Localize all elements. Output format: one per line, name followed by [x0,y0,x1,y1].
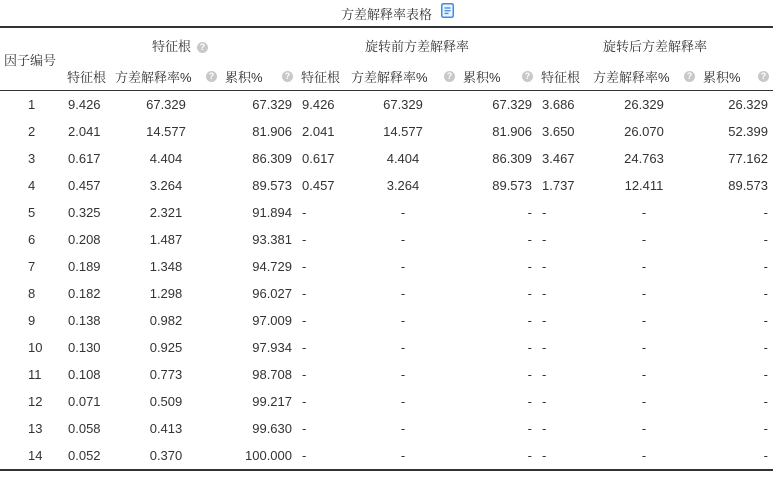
value-cell: - [527,205,532,220]
column-header: 特征根 [63,62,111,91]
value-cell: 97.934 [252,340,292,355]
value-cell: - [542,394,547,409]
column-header: 累积% ? [459,62,537,91]
value-cell: - [641,421,647,436]
value-cell: 91.894 [252,205,292,220]
value-cell: 94.729 [252,259,292,274]
column-header: 方差解释率% ? [111,62,221,91]
value-cell: - [527,259,532,274]
value-cell: 0.208 [68,232,101,247]
header-group-row [0,27,773,62]
value-cell: - [302,232,307,247]
value-cell: 0.058 [68,421,101,436]
value-cell: 52.399 [728,124,768,139]
table-row [0,199,773,226]
value-cell: 12.411 [624,178,664,193]
value-cell: 9.426 [68,97,101,112]
value-cell: 14.577 [383,124,423,139]
help-icon[interactable]: ? [684,71,695,82]
value-cell: - [763,232,768,247]
value-cell: 89.573 [252,178,292,193]
table-body [0,91,773,471]
value-cell: - [400,421,406,436]
value-cell: - [641,340,647,355]
value-cell: 26.070 [624,124,664,139]
table-row [0,334,773,361]
value-cell: - [302,421,307,436]
factor-number-cell: 2 [28,124,36,139]
value-cell: 3.650 [542,124,575,139]
value-cell: 1.737 [542,178,575,193]
value-cell: 26.329 [624,97,664,112]
value-cell: - [641,286,647,301]
value-cell: - [400,259,406,274]
value-cell: - [763,367,768,382]
value-cell: 0.457 [68,178,101,193]
value-cell: 4.404 [386,151,420,166]
help-icon[interactable]: ? [282,71,293,82]
value-cell: - [527,286,532,301]
table-row [0,280,773,307]
group-header-label: 特征根 [151,38,191,54]
value-cell: - [589,442,699,470]
factor-number-cell: 4 [28,178,36,193]
value-cell: 99.630 [252,421,292,436]
value-cell: - [527,367,532,382]
value-cell: - [302,313,307,328]
header-column-row [0,62,773,91]
help-icon[interactable]: ? [206,71,217,82]
factor-number-cell: 11 [28,367,42,382]
value-cell: 67.329 [146,97,186,112]
value-cell: 0.982 [149,313,183,328]
value-cell: - [542,313,547,328]
value-cell: - [527,232,532,247]
value-cell: - [537,442,589,470]
value-cell: - [302,205,307,220]
column-header: 方差解释率% ? [589,62,699,91]
value-cell: 77.162 [728,151,768,166]
value-cell: 86.309 [492,151,532,166]
factor-number-cell: 14 [0,442,63,470]
factor-number-cell: 1 [28,97,36,112]
column-header: 方差解释率% ? [347,62,459,91]
value-cell: - [400,367,406,382]
value-cell: - [641,367,647,382]
factor-number-cell: 12 [28,394,43,409]
factor-number-cell: 9 [28,313,36,328]
value-cell: 1.487 [149,232,183,247]
factor-number-cell: 13 [28,421,43,436]
column-header: 特征根 [297,62,347,91]
value-cell: - [527,394,532,409]
value-cell: 67.329 [383,97,423,112]
value-cell: 86.309 [252,151,292,166]
value-cell: 3.686 [542,97,575,112]
column-header: 特征根 [537,62,589,91]
title-bar [0,0,773,26]
value-cell: - [302,340,307,355]
value-cell: 96.027 [252,286,292,301]
value-cell: 2.041 [302,124,335,139]
value-cell: 0.071 [68,394,101,409]
variance-explained-table [0,26,773,471]
value-cell: - [542,421,547,436]
value-cell: 1.348 [149,259,183,274]
value-cell: - [400,205,406,220]
value-cell: - [527,313,532,328]
value-cell: - [302,367,307,382]
table-row [0,91,773,119]
value-cell: - [400,313,406,328]
group-header-before-rotation [297,27,537,62]
value-cell: 0.925 [149,340,183,355]
value-cell: 3.264 [149,178,183,193]
value-cell: - [542,340,547,355]
table-row [0,253,773,280]
value-cell: - [400,394,406,409]
table-row [0,226,773,253]
value-cell: - [400,286,406,301]
factor-number-cell: 10 [28,340,43,355]
value-cell: 0.413 [149,421,183,436]
value-cell: - [641,394,647,409]
value-cell: 14.577 [146,124,186,139]
group-header-label: 旋转前方差解释率 [364,38,469,54]
value-cell: - [400,232,406,247]
value-cell: 98.708 [252,367,292,382]
value-cell: - [297,442,347,470]
value-cell: 9.426 [302,97,335,112]
value-cell: 97.009 [252,313,292,328]
value-cell: 3.264 [386,178,420,193]
value-cell: - [527,340,532,355]
group-header-after-rotation [537,27,773,62]
value-cell: - [699,442,773,470]
value-cell: 100.000 [221,442,297,470]
table-row [0,388,773,415]
value-cell: - [542,259,547,274]
value-cell: 0.052 [63,442,111,470]
value-cell: 2.321 [149,205,183,220]
value-cell: - [641,205,647,220]
factor-number-cell: 3 [28,151,36,166]
value-cell: - [302,394,307,409]
value-cell: 0.189 [68,259,101,274]
value-cell: - [763,313,768,328]
column-header: 累积% ? [699,62,773,91]
table-row [0,307,773,334]
value-cell: - [641,259,647,274]
table-row [0,172,773,199]
value-cell: - [763,421,768,436]
value-cell: - [542,232,547,247]
value-cell: 1.298 [149,286,183,301]
help-icon[interactable]: ? [444,71,455,82]
group-header-eigenvalue [63,27,297,62]
value-cell: 0.108 [68,367,101,382]
value-cell: 0.773 [149,367,183,382]
value-cell: - [459,442,537,470]
value-cell: - [347,442,459,470]
value-cell: - [542,205,547,220]
help-icon[interactable]: ? [197,42,208,53]
help-icon[interactable]: ? [522,71,533,82]
value-cell: 2.041 [68,124,101,139]
value-cell: 0.370 [111,442,221,470]
factor-number-cell: 6 [28,232,36,247]
value-cell: 67.329 [252,97,292,112]
value-cell: 67.329 [492,97,532,112]
value-cell: - [763,259,768,274]
column-header: 累积% ? [221,62,297,91]
table-row [0,415,773,442]
value-cell: 26.329 [728,97,768,112]
value-cell: 93.381 [252,232,292,247]
value-cell: - [763,286,768,301]
value-cell: 89.573 [492,178,532,193]
value-cell: - [400,340,406,355]
value-cell: 0.130 [68,340,101,355]
factor-number-cell: 7 [28,259,36,274]
value-cell: - [763,340,768,355]
value-cell: - [302,286,307,301]
value-cell: 0.617 [68,151,101,166]
value-cell: - [641,232,647,247]
value-cell: 0.509 [149,394,183,409]
table-title: 方差解释率表格 [340,7,432,22]
value-cell: - [763,205,768,220]
factor-number-cell: 5 [28,205,36,220]
value-cell: 4.404 [149,151,183,166]
value-cell: 0.457 [302,178,335,193]
value-cell: 24.763 [624,151,664,166]
table-row [0,145,773,172]
value-cell: - [641,313,647,328]
value-cell: 3.467 [542,151,575,166]
table-row [0,118,773,145]
value-cell: 0.617 [302,151,335,166]
value-cell: 99.217 [252,394,292,409]
value-cell: 89.573 [728,178,768,193]
value-cell: - [527,421,532,436]
document-icon[interactable] [441,3,454,18]
value-cell: 0.138 [68,313,101,328]
table-row [0,442,773,470]
value-cell: - [542,286,547,301]
row-label-header: 因子编号 [0,27,63,91]
help-icon[interactable]: ? [758,71,769,82]
value-cell: 0.182 [68,286,101,301]
value-cell: - [542,367,547,382]
value-cell: 81.906 [252,124,292,139]
value-cell: - [302,259,307,274]
table-row [0,361,773,388]
value-cell: 81.906 [492,124,532,139]
group-header-label: 旋转后方差解释率 [602,38,707,54]
value-cell: 0.325 [68,205,101,220]
factor-number-cell: 8 [28,286,36,301]
value-cell: - [763,394,768,409]
